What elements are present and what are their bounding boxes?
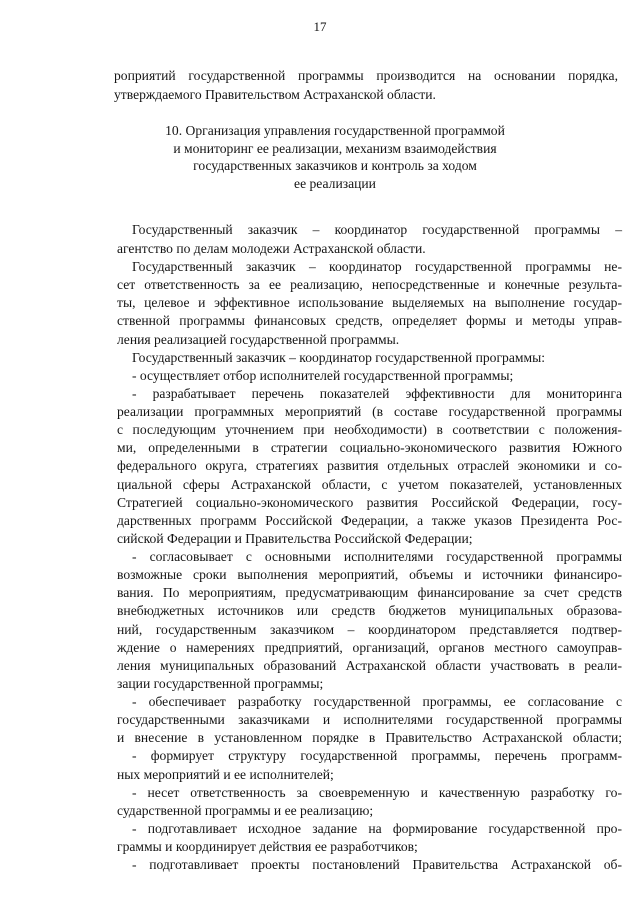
heading-line: 10. Организация управления государственной программой: [165, 123, 505, 138]
body-line: и внесение в установленном порядке в Правительство Астраханской области;: [117, 730, 622, 745]
body-line: сударственной программы и ее реализацию;: [117, 803, 374, 818]
body-line: - обеспечивает разработку государственной программы, ее согласование с: [132, 694, 622, 709]
intro-line: утверждаемого Правительством Астраханской области.: [114, 87, 436, 102]
body-line: дарственных программ Российской Федерации, а также указов Президента Рос-: [117, 513, 622, 528]
body-line: Стратегией социально-экономического развития Российской Федерации, госу-: [117, 495, 622, 510]
body-line: - формирует структуру государственной программы, перечень программ-: [132, 748, 622, 763]
body-line: ных мероприятий и ее исполнителей;: [117, 767, 334, 782]
body-line: внебюджетных источников или средств бюджетов муниципальных образова-: [117, 603, 622, 618]
body-line: с последующим уточнением при необходимости) в соответствии с положения-: [117, 422, 622, 437]
body-line: граммы и координирует действия ее разработчиков;: [117, 839, 418, 854]
body-line: ний, государственным заказчиком – координатором представляется подтвер-: [117, 622, 622, 637]
body-line: - подготавливает исходное задание на формирование государственной про-: [132, 821, 622, 836]
heading-line: и мониторинг ее реализации, механизм взаимодействия: [173, 141, 497, 156]
body-line: циальной сферы Астраханской области, с учетом показателей, установленных: [117, 477, 622, 492]
body-line: - разрабатывает перечень показателей эффективности для мониторинга: [132, 386, 622, 401]
body-line: Государственный заказчик – координатор государственной программы –: [132, 222, 622, 237]
body-line: Государственный заказчик – координатор государственной программы не-: [132, 259, 622, 274]
body-line: ственной программы финансовых средств, определяет формы и методы управ-: [117, 313, 622, 328]
heading-line: ее реализации: [294, 176, 376, 191]
body-line: реализации программных мероприятий (в составе государственной программы: [117, 404, 622, 419]
body-line: агентство по делам молодежи Астраханской области.: [117, 241, 426, 256]
body-line: сийской Федерации и Правительства Российской Федерации;: [117, 531, 473, 546]
page-number: 17: [313, 19, 327, 34]
body-line: зации государственной программы;: [117, 676, 324, 691]
body-line: ми, определенными в стратегии социально-экономического развития Южного: [117, 440, 622, 455]
body-line: - осуществляет отбор исполнителей государственной программы;: [132, 368, 514, 383]
intro-line: роприятий государственной программы производится на основании порядка,: [114, 68, 618, 83]
body-line: - несет ответственность за своевременную и качественную разработку го-: [132, 785, 622, 800]
body-line: ления муниципальных образований Астраханской области участвовать в реали-: [117, 658, 622, 673]
heading-line: государственных заказчиков и контроль за ходом: [193, 158, 477, 173]
body-line: сет ответственность за ее реализацию, непосредственные и конечные результа-: [117, 277, 622, 292]
body-line: - согласовывает с основными исполнителями государственной программы: [132, 549, 622, 564]
body-line: возможные сроки выполнения мероприятий, объемы и источники финансиро-: [117, 567, 622, 582]
body-line: ления реализацией государственной программы.: [117, 332, 400, 347]
body-line: вания. По мероприятиям, предусматривающим финансирование за счет средств: [117, 585, 622, 600]
body-line: федерального округа, стратегиях развития отдельных отраслей экономики и со-: [117, 458, 622, 473]
body-line: ты, целевое и эффективное использование выделяемых на выполнение государ-: [117, 295, 622, 310]
body-line: ждение о намерениях предприятий, организаций, органов местного самоуправ-: [117, 640, 622, 655]
body-line: государственными заказчиками и исполнителями государственной программы: [117, 712, 622, 727]
body-line: - подготавливает проекты постановлений Правительства Астраханской об-: [132, 857, 622, 872]
body-line: Государственный заказчик – координатор государственной программы:: [132, 350, 545, 365]
